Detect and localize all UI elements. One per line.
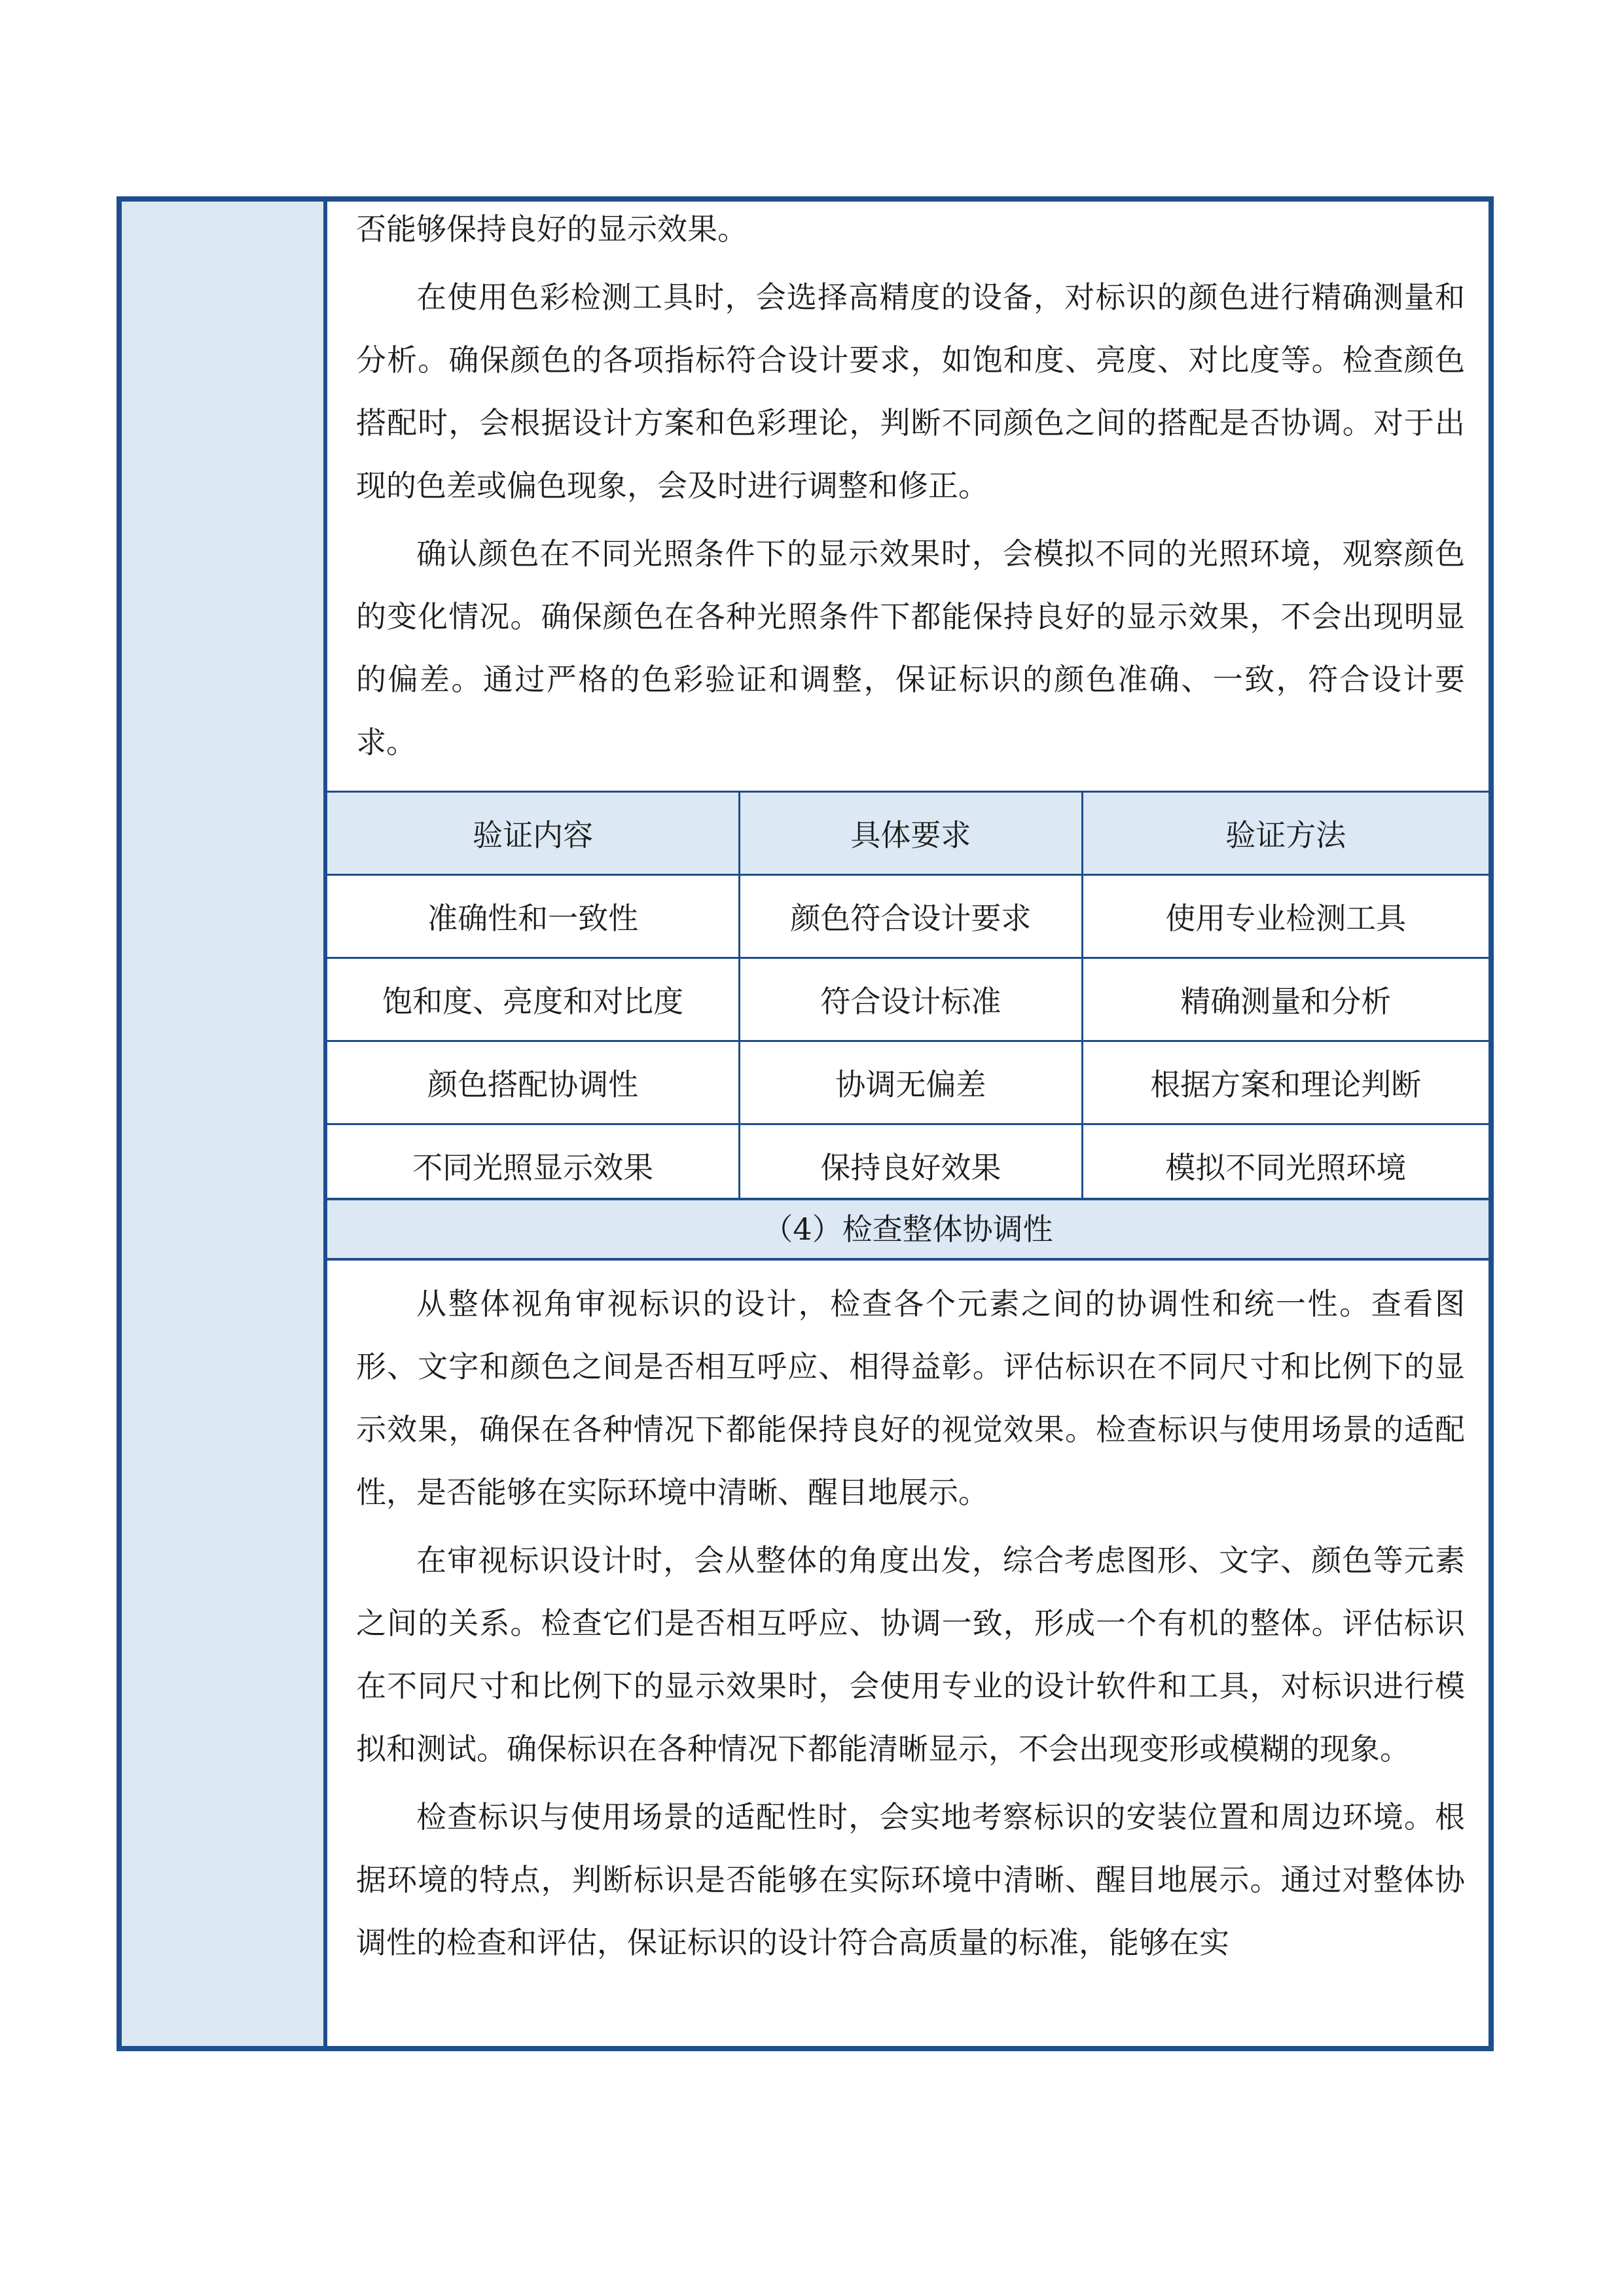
- table-cell: 根据方案和理论判断: [1082, 1041, 1489, 1124]
- table-row: [327, 1124, 1489, 1208]
- table-row: [327, 958, 1489, 1041]
- bottom-text-block: [356, 1272, 1465, 1979]
- paragraph: 确认颜色在不同光照条件下的显示效果时，会模拟不同的光照环境，观察颜色的变化情况。确保颜色在各种光照条件下都能保持良好的显示效果，不会出现明显的偏差。通过严格的色彩验证和调整，保证标识的颜色准确、一致，符合设计要求。: [356, 536, 1465, 760]
- paragraph: 否能够保持良好的显示效果。: [356, 211, 748, 247]
- left-label-column: [122, 202, 327, 2046]
- table-header-cell: 具体要求: [740, 792, 1082, 875]
- table-cell: 模拟不同光照环境: [1082, 1124, 1489, 1208]
- document-frame: [117, 196, 1494, 2051]
- table-cell: 准确性和一致性: [327, 875, 740, 958]
- content-column: [327, 202, 1489, 2046]
- table-cell: 符合设计标准: [740, 958, 1082, 1041]
- table-cell: 颜色符合设计要求: [740, 875, 1082, 958]
- paragraph: 在使用色彩检测工具时，会选择高精度的设备，对标识的颜色进行精确测量和分析。确保颜色的各项指标符合设计要求，如饱和度、亮度、对比度等。检查颜色搭配时，会根据设计方案和色彩理论，判断不同颜色之间的搭配是否协调。对于出现的色差或偏色现象，会及时进行调整和修正。: [356, 279, 1465, 503]
- verification-table: [327, 791, 1489, 1208]
- table-cell: 协调无偏差: [740, 1041, 1082, 1124]
- table-cell: 饱和度、亮度和对比度: [327, 958, 740, 1041]
- paragraph: 检查标识与使用场景的适配性时，会实地考察标识的安装位置和周边环境。根据环境的特点，判断标识是否能够在实际环境中清晰、醒目地展示。通过对整体协调性的检查和评估，保证标识的设计符合高质量的标准，能够在实: [356, 1799, 1465, 1960]
- table-row: [327, 1041, 1489, 1124]
- table-cell: 保持良好效果: [740, 1124, 1082, 1208]
- paragraph: 在审视标识设计时，会从整体的角度出发，综合考虑图形、文字、颜色等元素之间的关系。检查它们是否相互呼应、协调一致，形成一个有机的整体。评估标识在不同尺寸和比例下的显示效果时，会使用专业的设计软件和工具，对标识进行模拟和测试。确保标识在各种情况下都能清晰显示，不会出现变形或模糊的现象。: [356, 1543, 1465, 1767]
- paragraph: 从整体视角审视标识的设计，检查各个元素之间的协调性和统一性。查看图形、文字和颜色之间是否相互呼应、相得益彰。评估标识在不同尺寸和比例下的显示效果，确保在各种情况下都能保持良好的视觉效果。检查标识与使用场景的适配性，是否能够在实际环境中清晰、醒目地展示。: [356, 1286, 1465, 1510]
- table-header-cell: 验证内容: [327, 792, 740, 875]
- top-text-block: [356, 198, 1465, 779]
- table-row: [327, 875, 1489, 958]
- section-heading: （4）检查整体协调性: [327, 1198, 1489, 1261]
- table-cell: 不同光照显示效果: [327, 1124, 740, 1208]
- table-header-row: [327, 792, 1489, 875]
- table-cell: 颜色搭配协调性: [327, 1041, 740, 1124]
- table-header-cell: 验证方法: [1082, 792, 1489, 875]
- table-cell: 精确测量和分析: [1082, 958, 1489, 1041]
- table-cell: 使用专业检测工具: [1082, 875, 1489, 958]
